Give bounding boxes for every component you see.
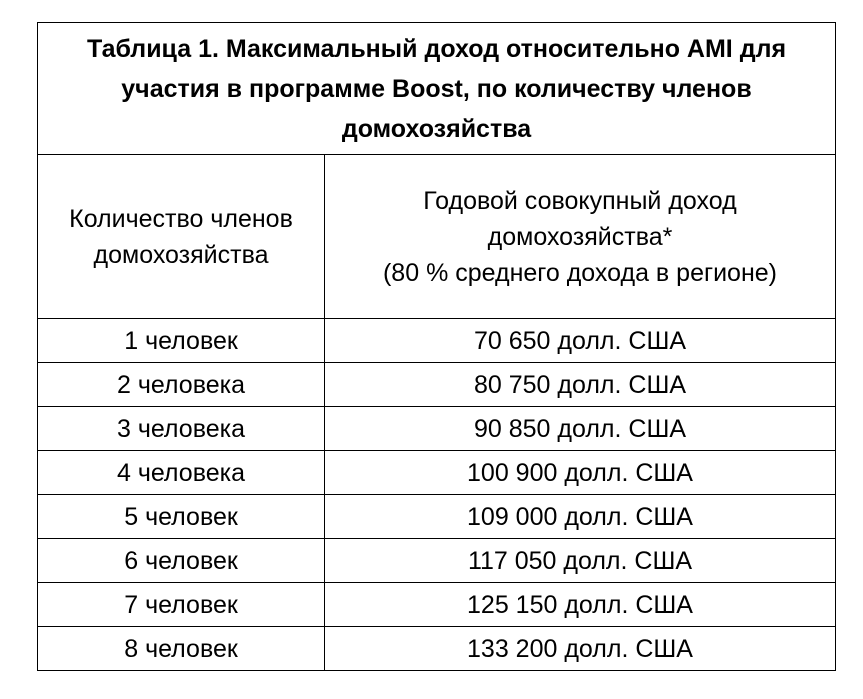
income-limits-table [37,22,836,671]
header-annual-income-label: Годовой совокупный доход домохозяйства* [423,186,737,251]
income-limit-cell: 90 850 долл. США [325,407,836,451]
header-household-members [38,155,325,319]
table-row [38,495,836,539]
table-row [38,451,836,495]
income-limit-cell: 133 200 долл. США [325,627,836,671]
household-size-cell: 3 человека [38,407,325,451]
household-size-cell: 7 человек [38,583,325,627]
table-row [38,539,836,583]
household-size-cell: 1 человек [38,319,325,363]
income-limit-cell: 80 750 долл. США [325,363,836,407]
household-size-cell: 5 человек [38,495,325,539]
income-limit-cell: 109 000 долл. США [325,495,836,539]
income-limit-cell: 70 650 долл. США [325,319,836,363]
income-limit-cell: 100 900 долл. США [325,451,836,495]
header-annual-income-note: (80 % среднего дохода в регионе) [382,258,777,287]
table-row [38,319,836,363]
header-annual-income [325,155,836,319]
income-limit-cell: 117 050 долл. США [325,539,836,583]
table-row [38,627,836,671]
table-row [38,407,836,451]
household-size-cell: 2 человека [38,363,325,407]
header-row [38,155,836,319]
header-household-members-label: Количество членов домохозяйства [69,204,293,269]
household-size-cell: 6 человек [38,539,325,583]
table-row [38,583,836,627]
household-size-cell: 4 человека [38,451,325,495]
table-row [38,363,836,407]
income-limit-cell: 125 150 долл. США [325,583,836,627]
household-size-cell: 8 человек [38,627,325,671]
title-row [38,23,836,155]
table-title: Таблица 1. Максимальный доход относительно AMI для участия в программе Boost, по количеству членов домохозяйства [38,23,836,155]
